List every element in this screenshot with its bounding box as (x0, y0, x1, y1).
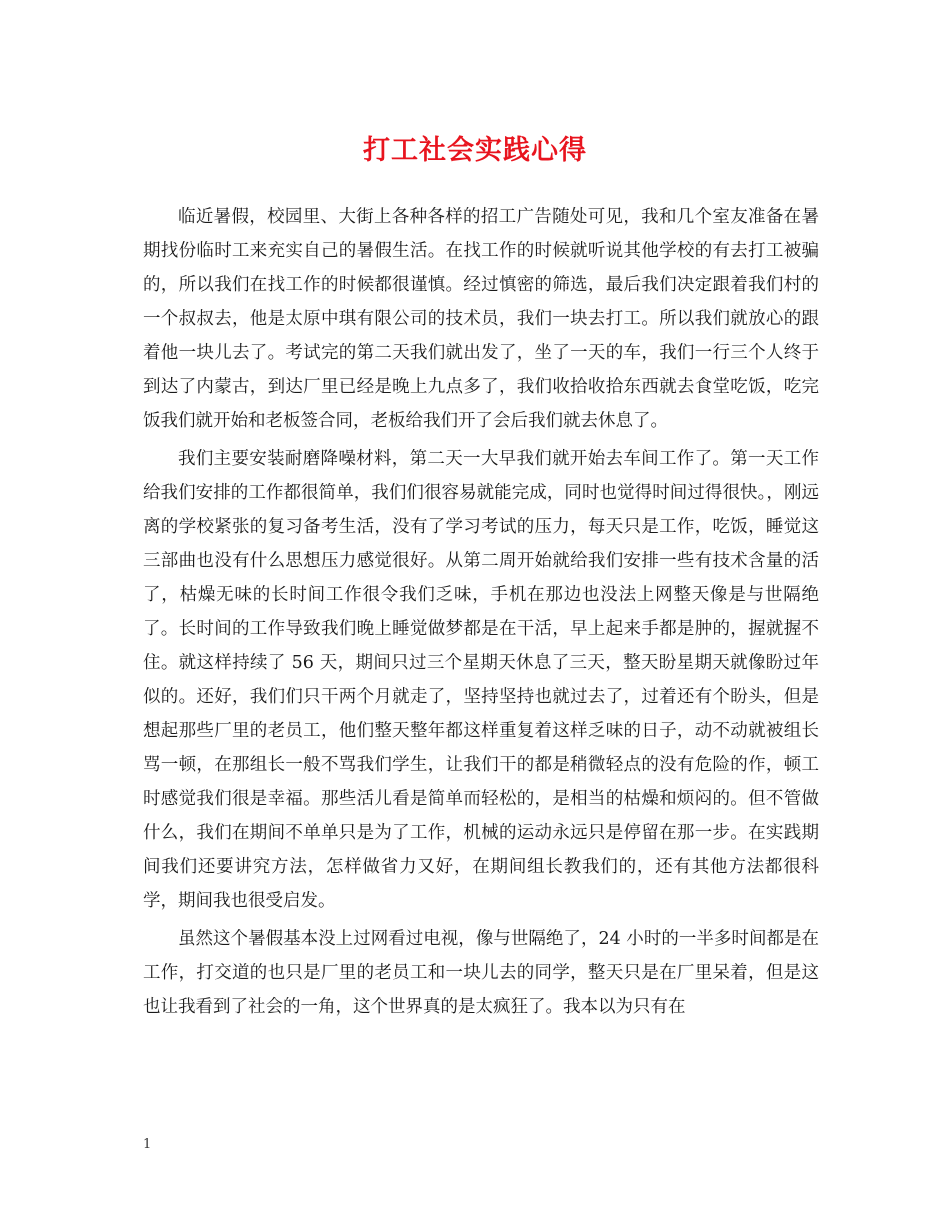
paragraph-1: 临近暑假，校园里、大街上各种各样的招工广告随处可见，我和几个室友准备在暑期找份临时工来充实自己的暑假生活。在找工作的时候就听说其他学校的有去打工被骗的，所以我们在找工作的时候都很谨慎。经过慎密的筛选，最后我们决定跟着我们村的一个叔叔去，他是太原中琪有限公司的技术员，我们一块去打工。所以我们就放心的跟着他一块儿去了。考试完的第二天我们就出发了，坐了一天的车，我们一行三个人终于到达了内蒙古，到达厂里已经是晚上九点多了，我们收拾收拾东西就去食堂吃饭，吃完饭我们就开始和老板签合同，老板给我们开了会后我们就去休息了。 (143, 207, 819, 431)
page-number: 1 (143, 1137, 152, 1152)
paragraph-3: 虽然这个暑假基本没上过网看过电视，像与世隔绝了，24 小时的一半多时间都是在工作，打交道的也只是厂里的老员工和一块儿去的同学，整天只是在厂里呆着，但是这也让我看到了社会的一角，这个世界真的是太疯狂了。我本以为只有在 (143, 929, 819, 1017)
document-title: 打工社会实践心得 (363, 135, 587, 166)
paragraph-2: 我们主要安装耐磨降噪材料，第二天一大早我们就开始去车间工作了。第一天工作给我们安排的工作都很简单，我们们很容易就能完成，同时也觉得时间过得很快。，刚远离的学校紧张的复习备考生活，没有了学习考试的压力，每天只是工作，吃饭，睡觉这三部曲也没有什么思想压力感觉很好。从第二周开始就给我们安排一些有技术含量的活了，枯燥无味的长时间工作很令我们乏味，手机在那边也没法上网整天像是与世隔绝了。长时间的工作导致我们晚上睡觉做梦都是在干活，早上起来手都是肿的，握就握不住。就这样持续了 56 天，期间只过三个星期天休息了三天，整天盼星期天就像盼过年似的。还好，我们们只干两个月就走了，坚持坚持也就过去了，过着还有个盼头，但是想起那些厂里的老员工，他们整天整年都这样重复着这样乏味的日子，动不动就被组长骂一顿，在那组长一般不骂我们学生，让我们干的都是稍微轻点的没有危险的作，顿工时感觉我们很是幸福。那些活儿看是简单而轻松的，是相当的枯燥和烦闷的。但不管做什么，我们在期间不单单只是为了工作，机械的运动永远只是停留在那一步。在实践期间我们还要讲究方法，怎样做省力又好，在期间组长教我们的，还有其他方法都很科学，期间我也很受启发。 (143, 449, 819, 911)
document-body (143, 200, 819, 1028)
